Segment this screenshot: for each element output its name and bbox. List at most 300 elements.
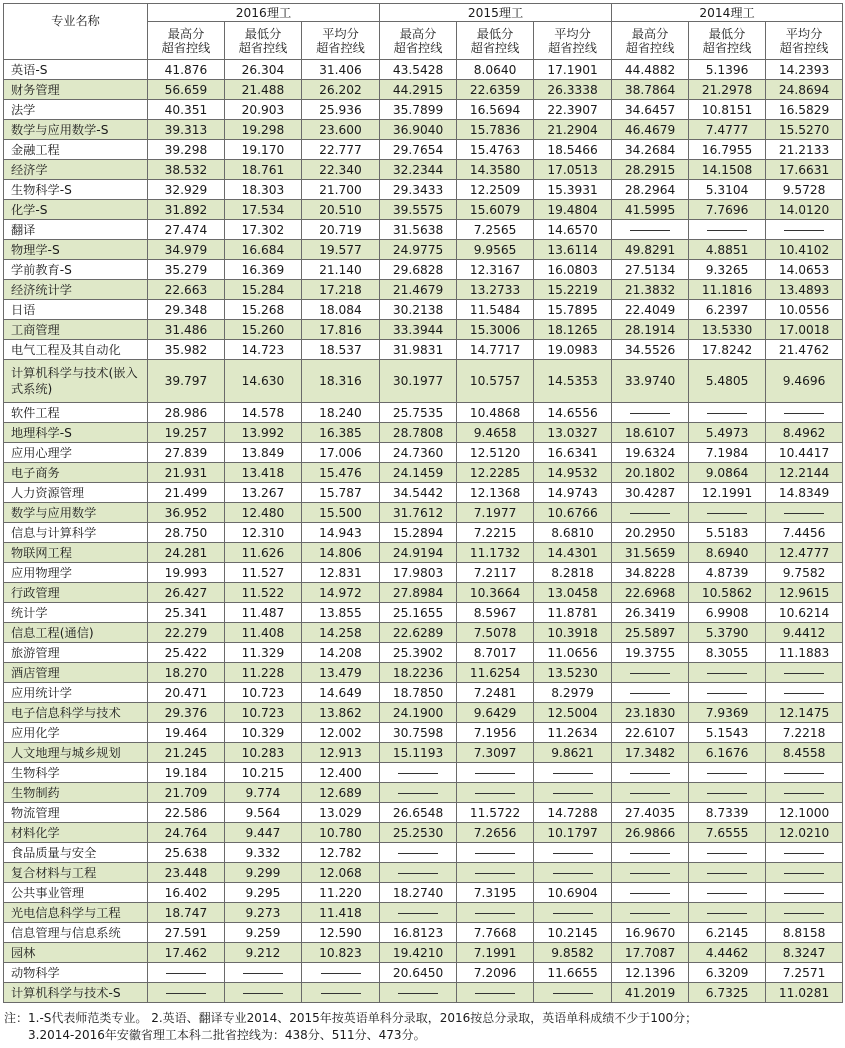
empty-value-dash bbox=[225, 983, 302, 1003]
score-value: 13.418 bbox=[225, 463, 302, 483]
empty-value-dash bbox=[612, 503, 689, 523]
score-value: 29.6828 bbox=[380, 260, 457, 280]
dash-mark bbox=[784, 853, 824, 854]
score-value: 5.5183 bbox=[689, 523, 766, 543]
table-row bbox=[4, 803, 843, 823]
empty-value-dash bbox=[380, 903, 457, 923]
score-value: 31.406 bbox=[302, 60, 380, 80]
score-value: 9.212 bbox=[225, 943, 302, 963]
major-name: 电气工程及其自动化 bbox=[4, 340, 148, 360]
score-value: 29.348 bbox=[148, 300, 225, 320]
major-name: 生物科学-S bbox=[4, 180, 148, 200]
empty-value-dash bbox=[457, 903, 534, 923]
table-row bbox=[4, 220, 843, 240]
dash-mark bbox=[398, 773, 438, 774]
empty-value-dash bbox=[612, 403, 689, 423]
table-row bbox=[4, 943, 843, 963]
empty-value-dash bbox=[612, 883, 689, 903]
header-metric-line: 超省控线 bbox=[470, 40, 520, 55]
score-value: 21.488 bbox=[225, 80, 302, 100]
score-value: 36.9040 bbox=[380, 120, 457, 140]
empty-value-dash bbox=[534, 763, 612, 783]
score-value: 11.6254 bbox=[457, 663, 534, 683]
score-value: 10.329 bbox=[225, 723, 302, 743]
score-value: 7.2215 bbox=[457, 523, 534, 543]
score-value: 5.1543 bbox=[689, 723, 766, 743]
dash-mark bbox=[321, 993, 361, 994]
score-value: 12.689 bbox=[302, 783, 380, 803]
empty-value-dash bbox=[534, 903, 612, 923]
score-value: 22.663 bbox=[148, 280, 225, 300]
dash-mark bbox=[784, 773, 824, 774]
score-value: 22.6289 bbox=[380, 623, 457, 643]
major-name: 动物科学 bbox=[4, 963, 148, 983]
table-row bbox=[4, 783, 843, 803]
score-value: 34.5526 bbox=[612, 340, 689, 360]
score-value: 20.510 bbox=[302, 200, 380, 220]
score-value: 9.4658 bbox=[457, 423, 534, 443]
score-value: 7.2096 bbox=[457, 963, 534, 983]
dash-mark bbox=[475, 993, 515, 994]
major-name: 统计学 bbox=[4, 603, 148, 623]
score-value: 9.8582 bbox=[534, 943, 612, 963]
score-value: 7.1977 bbox=[457, 503, 534, 523]
empty-value-dash bbox=[380, 763, 457, 783]
score-value: 41.5995 bbox=[612, 200, 689, 220]
dash-mark bbox=[398, 993, 438, 994]
score-value: 17.0018 bbox=[766, 320, 843, 340]
dash-mark bbox=[630, 793, 670, 794]
empty-value-dash bbox=[612, 783, 689, 803]
score-value: 19.4210 bbox=[380, 943, 457, 963]
table-row bbox=[4, 320, 843, 340]
empty-value-dash bbox=[457, 783, 534, 803]
header-metric-line: 平均分 bbox=[322, 26, 359, 41]
dash-mark bbox=[398, 793, 438, 794]
score-value: 11.8781 bbox=[534, 603, 612, 623]
score-value: 11.522 bbox=[225, 583, 302, 603]
score-value: 12.2509 bbox=[457, 180, 534, 200]
footnote-1: 注：1.-S代表师范类专业。 2.英语、翻译专业2014、2015年按英语单科分录取，2016按总分录取，英语单科成绩不少于100分； bbox=[4, 1011, 698, 1025]
table-row bbox=[4, 923, 843, 943]
score-value: 9.9565 bbox=[457, 240, 534, 260]
score-value: 13.0327 bbox=[534, 423, 612, 443]
score-value: 11.626 bbox=[225, 543, 302, 563]
dash-mark bbox=[166, 973, 206, 974]
empty-value-dash bbox=[534, 983, 612, 1003]
score-value: 31.892 bbox=[148, 200, 225, 220]
score-value: 30.1977 bbox=[380, 360, 457, 403]
major-name: 日语 bbox=[4, 300, 148, 320]
empty-value-dash bbox=[534, 843, 612, 863]
score-value: 9.4412 bbox=[766, 623, 843, 643]
score-value: 12.1000 bbox=[766, 803, 843, 823]
score-value: 11.220 bbox=[302, 883, 380, 903]
major-name: 数学与应用数学 bbox=[4, 503, 148, 523]
score-value: 13.849 bbox=[225, 443, 302, 463]
score-value: 10.4868 bbox=[457, 403, 534, 423]
score-value: 26.3419 bbox=[612, 603, 689, 623]
score-value: 8.4558 bbox=[766, 743, 843, 763]
empty-value-dash bbox=[689, 220, 766, 240]
table-row bbox=[4, 903, 843, 923]
dash-mark bbox=[707, 673, 747, 674]
dash-mark bbox=[784, 793, 824, 794]
score-value: 12.913 bbox=[302, 743, 380, 763]
table-row bbox=[4, 723, 843, 743]
score-value: 22.340 bbox=[302, 160, 380, 180]
score-value: 21.3832 bbox=[612, 280, 689, 300]
score-value: 12.3167 bbox=[457, 260, 534, 280]
score-value: 12.2144 bbox=[766, 463, 843, 483]
dash-mark bbox=[630, 873, 670, 874]
score-value: 25.341 bbox=[148, 603, 225, 623]
table-row bbox=[4, 503, 843, 523]
score-value: 38.532 bbox=[148, 160, 225, 180]
score-value: 27.474 bbox=[148, 220, 225, 240]
score-value: 8.3055 bbox=[689, 643, 766, 663]
header-metric bbox=[689, 22, 766, 60]
header-year-2016: 2016理工 bbox=[148, 4, 380, 22]
score-value: 8.7339 bbox=[689, 803, 766, 823]
table-row bbox=[4, 100, 843, 120]
score-value: 12.831 bbox=[302, 563, 380, 583]
header-metric-line: 超省控线 bbox=[393, 40, 443, 55]
dash-mark bbox=[630, 230, 670, 231]
major-name: 信息与计算科学 bbox=[4, 523, 148, 543]
score-value: 12.400 bbox=[302, 763, 380, 783]
score-value: 56.659 bbox=[148, 80, 225, 100]
score-value: 7.2565 bbox=[457, 220, 534, 240]
score-value: 8.5967 bbox=[457, 603, 534, 623]
header-metric bbox=[302, 22, 380, 60]
table-row bbox=[4, 360, 843, 403]
table-row bbox=[4, 523, 843, 543]
score-value: 10.823 bbox=[302, 943, 380, 963]
major-name: 化学-S bbox=[4, 200, 148, 220]
score-value: 12.5004 bbox=[534, 703, 612, 723]
score-value: 19.184 bbox=[148, 763, 225, 783]
dash-mark bbox=[398, 873, 438, 874]
score-value: 19.170 bbox=[225, 140, 302, 160]
score-value: 39.298 bbox=[148, 140, 225, 160]
score-value: 6.9908 bbox=[689, 603, 766, 623]
dash-mark bbox=[784, 693, 824, 694]
score-value: 21.709 bbox=[148, 783, 225, 803]
score-value: 10.6766 bbox=[534, 503, 612, 523]
score-value: 31.9831 bbox=[380, 340, 457, 360]
score-value: 10.8151 bbox=[689, 100, 766, 120]
score-value: 17.534 bbox=[225, 200, 302, 220]
major-name: 学前教育-S bbox=[4, 260, 148, 280]
major-name: 电子信息科学与技术 bbox=[4, 703, 148, 723]
dash-mark bbox=[553, 773, 593, 774]
empty-value-dash bbox=[457, 843, 534, 863]
score-value: 8.7017 bbox=[457, 643, 534, 663]
table-row bbox=[4, 763, 843, 783]
table-row bbox=[4, 543, 843, 563]
score-value: 13.6114 bbox=[534, 240, 612, 260]
table-row bbox=[4, 663, 843, 683]
table-row bbox=[4, 463, 843, 483]
empty-value-dash bbox=[612, 683, 689, 703]
score-value: 13.5230 bbox=[534, 663, 612, 683]
dash-mark bbox=[553, 993, 593, 994]
score-value: 16.8123 bbox=[380, 923, 457, 943]
score-value: 12.002 bbox=[302, 723, 380, 743]
score-value: 24.7360 bbox=[380, 443, 457, 463]
score-value: 12.5120 bbox=[457, 443, 534, 463]
score-value: 28.1914 bbox=[612, 320, 689, 340]
score-value: 30.7598 bbox=[380, 723, 457, 743]
score-value: 14.9743 bbox=[534, 483, 612, 503]
empty-value-dash bbox=[302, 963, 380, 983]
score-value: 11.1732 bbox=[457, 543, 534, 563]
score-value: 15.3931 bbox=[534, 180, 612, 200]
score-value: 14.943 bbox=[302, 523, 380, 543]
score-value: 22.6359 bbox=[457, 80, 534, 100]
dash-mark bbox=[398, 853, 438, 854]
score-value: 14.0120 bbox=[766, 200, 843, 220]
score-value: 11.228 bbox=[225, 663, 302, 683]
score-value: 35.7899 bbox=[380, 100, 457, 120]
score-value: 9.295 bbox=[225, 883, 302, 903]
major-name: 应用统计学 bbox=[4, 683, 148, 703]
score-value: 14.723 bbox=[225, 340, 302, 360]
empty-value-dash bbox=[766, 903, 843, 923]
score-value: 26.202 bbox=[302, 80, 380, 100]
header-metric-line: 超省控线 bbox=[625, 40, 675, 55]
major-name: 公共事业管理 bbox=[4, 883, 148, 903]
score-value: 20.471 bbox=[148, 683, 225, 703]
empty-value-dash bbox=[689, 503, 766, 523]
score-value: 16.5829 bbox=[766, 100, 843, 120]
table-row bbox=[4, 603, 843, 623]
score-value: 18.5466 bbox=[534, 140, 612, 160]
major-name: 物联网工程 bbox=[4, 543, 148, 563]
major-name: 经济学 bbox=[4, 160, 148, 180]
score-value: 15.260 bbox=[225, 320, 302, 340]
dash-mark bbox=[630, 893, 670, 894]
header-metric-line: 平均分 bbox=[554, 26, 591, 41]
score-value: 10.723 bbox=[225, 683, 302, 703]
empty-value-dash bbox=[612, 863, 689, 883]
score-value: 9.8621 bbox=[534, 743, 612, 763]
major-name: 翻译 bbox=[4, 220, 148, 240]
score-value: 21.245 bbox=[148, 743, 225, 763]
score-value: 15.6079 bbox=[457, 200, 534, 220]
score-value: 18.270 bbox=[148, 663, 225, 683]
empty-value-dash bbox=[689, 843, 766, 863]
score-value: 14.7288 bbox=[534, 803, 612, 823]
header-metric-line: 超省控线 bbox=[702, 40, 752, 55]
header-metric bbox=[766, 22, 843, 60]
dash-mark bbox=[553, 853, 593, 854]
score-value: 13.479 bbox=[302, 663, 380, 683]
table-row bbox=[4, 60, 843, 80]
score-value: 7.4777 bbox=[689, 120, 766, 140]
major-name: 旅游管理 bbox=[4, 643, 148, 663]
score-value: 16.5694 bbox=[457, 100, 534, 120]
score-value: 7.3195 bbox=[457, 883, 534, 903]
score-value: 21.931 bbox=[148, 463, 225, 483]
header-metric-line: 最高分 bbox=[167, 26, 205, 41]
score-value: 7.9369 bbox=[689, 703, 766, 723]
score-value: 13.267 bbox=[225, 483, 302, 503]
score-value: 15.3006 bbox=[457, 320, 534, 340]
score-value: 13.2733 bbox=[457, 280, 534, 300]
score-value: 30.2138 bbox=[380, 300, 457, 320]
empty-value-dash bbox=[302, 983, 380, 1003]
dash-mark bbox=[475, 873, 515, 874]
score-value: 11.487 bbox=[225, 603, 302, 623]
score-value: 43.5428 bbox=[380, 60, 457, 80]
score-value: 10.4417 bbox=[766, 443, 843, 463]
score-value: 17.3482 bbox=[612, 743, 689, 763]
score-value: 29.3433 bbox=[380, 180, 457, 200]
score-value: 28.2915 bbox=[612, 160, 689, 180]
dash-mark bbox=[707, 693, 747, 694]
dash-mark bbox=[784, 673, 824, 674]
empty-value-dash bbox=[612, 663, 689, 683]
score-value: 11.408 bbox=[225, 623, 302, 643]
score-value: 12.9615 bbox=[766, 583, 843, 603]
dash-mark bbox=[707, 230, 747, 231]
score-value: 26.427 bbox=[148, 583, 225, 603]
score-value: 27.839 bbox=[148, 443, 225, 463]
dash-mark bbox=[707, 413, 747, 414]
major-name: 应用心理学 bbox=[4, 443, 148, 463]
major-name: 行政管理 bbox=[4, 583, 148, 603]
score-value: 24.1900 bbox=[380, 703, 457, 723]
score-value: 18.6107 bbox=[612, 423, 689, 443]
header-metric-line: 超省控线 bbox=[779, 40, 829, 55]
score-value: 11.1883 bbox=[766, 643, 843, 663]
score-value: 25.936 bbox=[302, 100, 380, 120]
score-value: 29.7654 bbox=[380, 140, 457, 160]
score-value: 10.3918 bbox=[534, 623, 612, 643]
score-value: 8.3247 bbox=[766, 943, 843, 963]
score-value: 13.0458 bbox=[534, 583, 612, 603]
score-value: 5.3104 bbox=[689, 180, 766, 200]
score-value: 16.402 bbox=[148, 883, 225, 903]
score-value: 23.600 bbox=[302, 120, 380, 140]
score-value: 17.6631 bbox=[766, 160, 843, 180]
major-name: 人力资源管理 bbox=[4, 483, 148, 503]
score-value: 21.4679 bbox=[380, 280, 457, 300]
table-row bbox=[4, 743, 843, 763]
score-value: 22.777 bbox=[302, 140, 380, 160]
score-value: 25.5897 bbox=[612, 623, 689, 643]
header-year-2014: 2014理工 bbox=[612, 4, 843, 22]
header-metric-line: 平均分 bbox=[785, 26, 823, 41]
score-value: 10.3664 bbox=[457, 583, 534, 603]
empty-value-dash bbox=[457, 983, 534, 1003]
score-value: 10.723 bbox=[225, 703, 302, 723]
table-row bbox=[4, 583, 843, 603]
score-value: 13.5330 bbox=[689, 320, 766, 340]
score-value: 16.684 bbox=[225, 240, 302, 260]
header-metric bbox=[457, 22, 534, 60]
major-name: 应用化学 bbox=[4, 723, 148, 743]
score-value: 26.3338 bbox=[534, 80, 612, 100]
score-value: 27.4035 bbox=[612, 803, 689, 823]
table-row bbox=[4, 180, 843, 200]
score-value: 35.279 bbox=[148, 260, 225, 280]
header-metric-line: 超省控线 bbox=[238, 40, 288, 55]
score-value: 10.6214 bbox=[766, 603, 843, 623]
score-value: 13.862 bbox=[302, 703, 380, 723]
dash-mark bbox=[553, 793, 593, 794]
empty-value-dash bbox=[689, 783, 766, 803]
major-name: 食品质量与安全 bbox=[4, 843, 148, 863]
score-value: 31.5659 bbox=[612, 543, 689, 563]
empty-value-dash bbox=[612, 763, 689, 783]
table-row bbox=[4, 843, 843, 863]
score-value: 19.3755 bbox=[612, 643, 689, 663]
score-value: 14.6570 bbox=[534, 220, 612, 240]
table-row bbox=[4, 623, 843, 643]
score-value: 10.283 bbox=[225, 743, 302, 763]
score-value: 10.5862 bbox=[689, 583, 766, 603]
score-value: 6.1676 bbox=[689, 743, 766, 763]
header-metric-line: 超省控线 bbox=[316, 40, 365, 55]
score-value: 15.2894 bbox=[380, 523, 457, 543]
score-value: 9.6429 bbox=[457, 703, 534, 723]
score-value: 14.9532 bbox=[534, 463, 612, 483]
major-name: 法学 bbox=[4, 100, 148, 120]
score-value: 9.7582 bbox=[766, 563, 843, 583]
dash-mark bbox=[243, 973, 283, 974]
score-value: 14.806 bbox=[302, 543, 380, 563]
header-metric-line: 最低分 bbox=[244, 26, 282, 41]
score-value: 15.1193 bbox=[380, 743, 457, 763]
score-value: 41.2019 bbox=[612, 983, 689, 1003]
score-value: 8.2818 bbox=[534, 563, 612, 583]
score-value: 18.2236 bbox=[380, 663, 457, 683]
empty-value-dash bbox=[612, 903, 689, 923]
score-value: 41.876 bbox=[148, 60, 225, 80]
score-value: 7.1991 bbox=[457, 943, 534, 963]
empty-value-dash bbox=[457, 863, 534, 883]
score-value: 12.2285 bbox=[457, 463, 534, 483]
score-value: 27.5134 bbox=[612, 260, 689, 280]
score-value: 13.4893 bbox=[766, 280, 843, 300]
score-value: 17.8242 bbox=[689, 340, 766, 360]
score-value: 17.462 bbox=[148, 943, 225, 963]
score-value: 24.9194 bbox=[380, 543, 457, 563]
score-value: 5.4805 bbox=[689, 360, 766, 403]
score-value: 8.0640 bbox=[457, 60, 534, 80]
empty-value-dash bbox=[534, 863, 612, 883]
major-name: 生物制药 bbox=[4, 783, 148, 803]
score-value: 31.5638 bbox=[380, 220, 457, 240]
score-value: 25.638 bbox=[148, 843, 225, 863]
score-value: 20.1802 bbox=[612, 463, 689, 483]
empty-value-dash bbox=[689, 883, 766, 903]
empty-value-dash bbox=[457, 763, 534, 783]
major-name: 软件工程 bbox=[4, 403, 148, 423]
dash-mark bbox=[630, 773, 670, 774]
score-value: 18.537 bbox=[302, 340, 380, 360]
table-row bbox=[4, 643, 843, 663]
dash-mark bbox=[707, 793, 747, 794]
table-body bbox=[4, 60, 843, 1003]
header-metric-line: 最高分 bbox=[399, 26, 437, 41]
score-value: 21.4762 bbox=[766, 340, 843, 360]
empty-value-dash bbox=[689, 863, 766, 883]
score-value: 13.855 bbox=[302, 603, 380, 623]
